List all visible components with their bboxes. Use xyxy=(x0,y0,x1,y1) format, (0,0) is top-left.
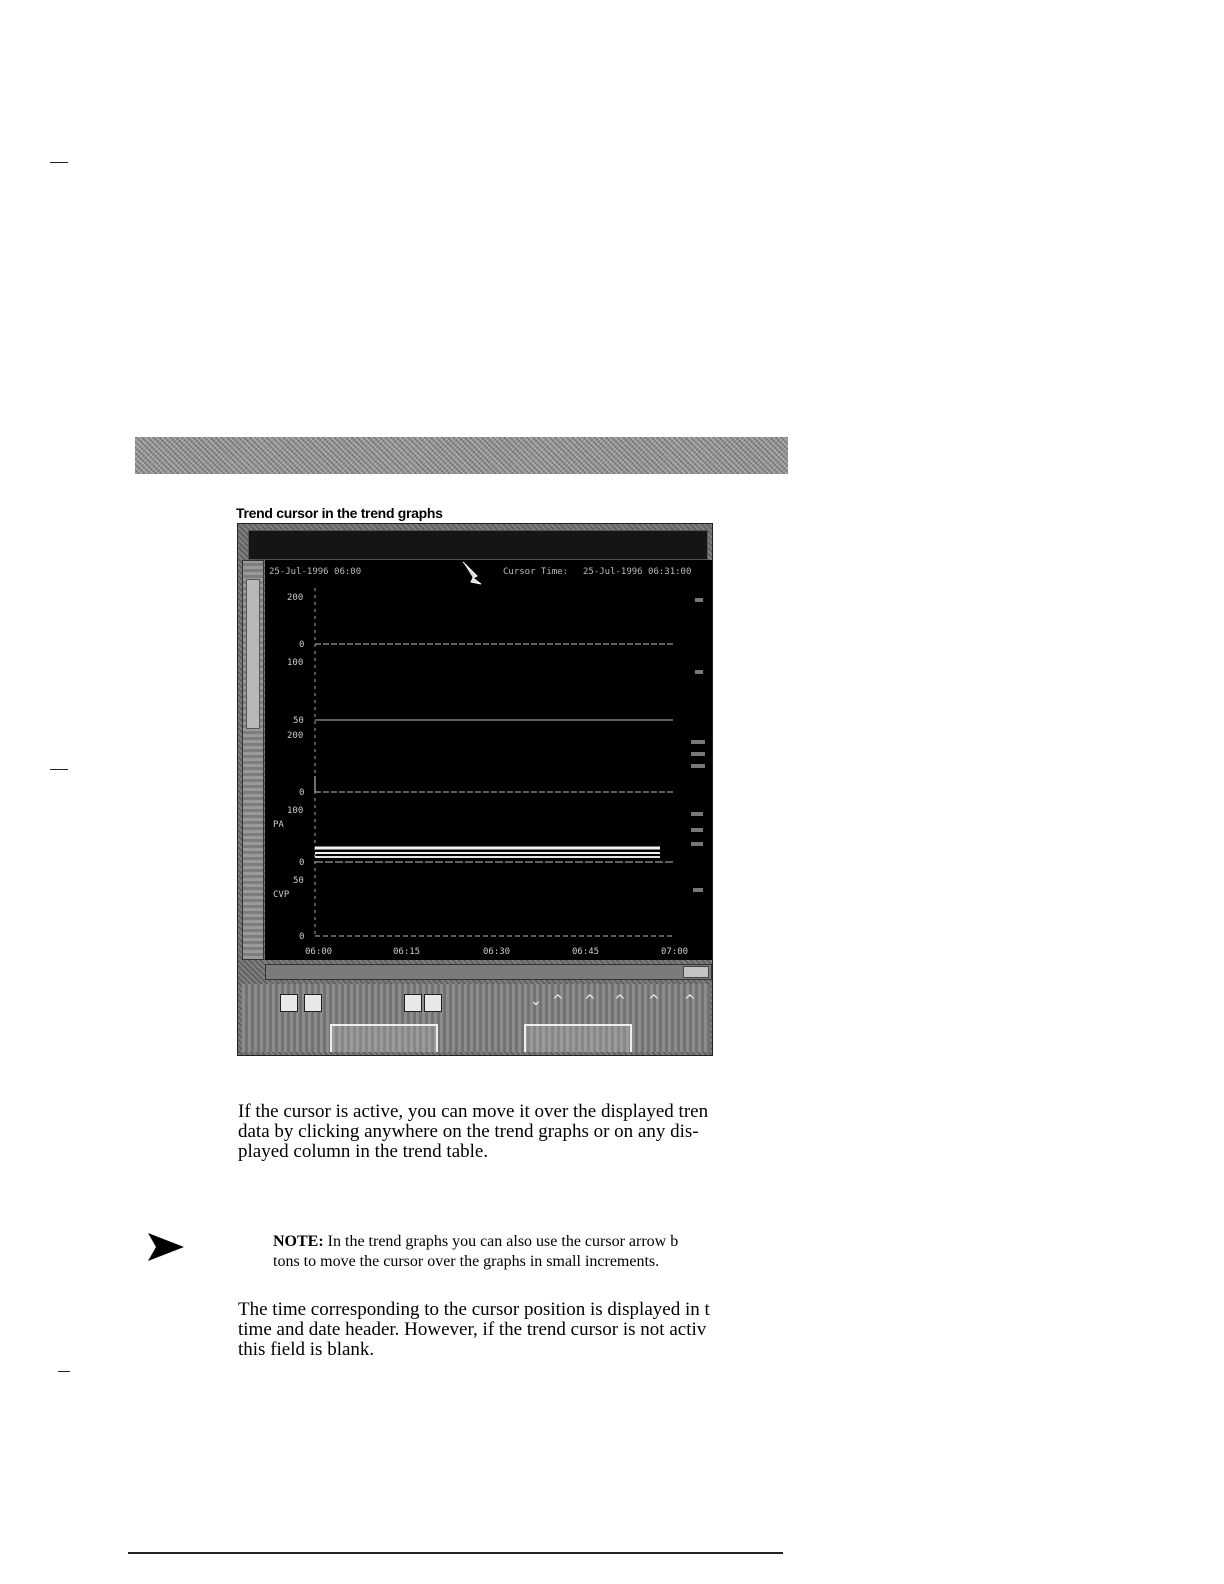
right-value-marker xyxy=(695,670,703,674)
note-text: In the trend graphs you can also use the cursor arrow b tons to move the cursor over the graphs in small increments. xyxy=(273,1233,679,1270)
section-header-band xyxy=(135,437,788,474)
scroll-right-button[interactable] xyxy=(683,966,709,978)
trend-graphs-svg xyxy=(265,560,712,960)
y-label-graph5-bottom: 0 xyxy=(299,932,305,942)
y-label-graph2-top: 100 xyxy=(287,658,304,668)
page-left-button[interactable] xyxy=(404,994,422,1012)
right-value-marker xyxy=(691,828,703,832)
y-label-graph2-bottom: 50 xyxy=(293,716,304,726)
y-label-graph4-param: PA xyxy=(273,820,284,830)
toolbar-tab-left[interactable] xyxy=(330,1024,438,1052)
trend-toolbar xyxy=(242,984,710,1052)
margin-mark xyxy=(50,162,68,163)
right-value-marker xyxy=(691,740,705,744)
horizontal-scrollbar[interactable] xyxy=(265,964,712,980)
x-label-0600: 06:00 xyxy=(305,947,333,957)
trend-graphs[interactable] xyxy=(265,560,712,960)
y-label-graph5-top: 50 xyxy=(293,876,304,886)
x-label-0630: 06:30 xyxy=(483,947,511,957)
cursor-time-value: 25-Jul-1996 06:31:00 xyxy=(583,567,692,577)
paragraph-cursor-active: If the cursor is active, you can move it over the displayed tren data by clicking anywhere on the trend graphs or on any dis- played column in the trend table. xyxy=(238,1102,709,1162)
page-right-button[interactable] xyxy=(424,994,442,1012)
trend-screenshot xyxy=(237,523,713,1056)
footer-rule xyxy=(128,1552,783,1554)
right-value-marker xyxy=(691,764,705,768)
top-title-bar xyxy=(248,530,708,560)
right-value-marker xyxy=(691,842,703,846)
x-label-0700: 07:00 xyxy=(661,947,689,957)
chevron-up-icon[interactable]: ^ xyxy=(584,993,596,1009)
cursor-left-button[interactable] xyxy=(280,994,298,1012)
paragraph-cursor-time: The time corresponding to the cursor position is displayed in t time and date header. However, if the trend cursor is not activ this field is blank. xyxy=(238,1300,710,1360)
x-label-0645: 06:45 xyxy=(572,947,600,957)
note-label: NOTE: xyxy=(273,1233,324,1250)
right-value-marker xyxy=(691,812,703,816)
y-label-graph3-bottom: 0 xyxy=(299,788,305,798)
chevron-down-icon[interactable]: ⌄ xyxy=(530,993,542,1009)
cursor-left-step-button[interactable] xyxy=(304,994,322,1012)
vertical-scrollbar[interactable] xyxy=(242,560,264,960)
right-value-marker xyxy=(693,888,703,892)
pointer-arrow-icon xyxy=(463,562,481,584)
figure-caption: Trend cursor in the trend graphs xyxy=(236,505,443,521)
note-arrow-icon xyxy=(146,1231,186,1263)
y-label-graph4-bottom: 0 xyxy=(299,858,305,868)
chevron-up-icon[interactable]: ^ xyxy=(648,993,660,1009)
x-label-0615: 06:15 xyxy=(393,947,421,957)
margin-mark xyxy=(50,769,68,770)
cursor-time-label: Cursor Time: xyxy=(503,567,569,577)
y-label-graph5-param: CVP xyxy=(273,890,290,900)
scrollbar-thumb[interactable] xyxy=(246,579,260,729)
note-block xyxy=(273,1232,793,1272)
chevron-up-icon[interactable]: ^ xyxy=(552,993,564,1009)
chevron-up-icon[interactable]: ^ xyxy=(684,993,696,1009)
right-value-marker xyxy=(691,752,705,756)
header-date-time: 25-Jul-1996 06:00 xyxy=(269,567,362,577)
margin-mark xyxy=(58,1371,70,1372)
toolbar-tab-right[interactable] xyxy=(524,1024,632,1052)
y-label-graph4-top: 100 xyxy=(287,806,304,816)
y-label-graph1-top: 200 xyxy=(287,593,304,603)
right-value-marker xyxy=(695,598,703,602)
y-label-graph3-top: 200 xyxy=(287,731,304,741)
y-label-graph1-bottom: 0 xyxy=(299,640,305,650)
chevron-up-icon[interactable]: ^ xyxy=(614,993,626,1009)
